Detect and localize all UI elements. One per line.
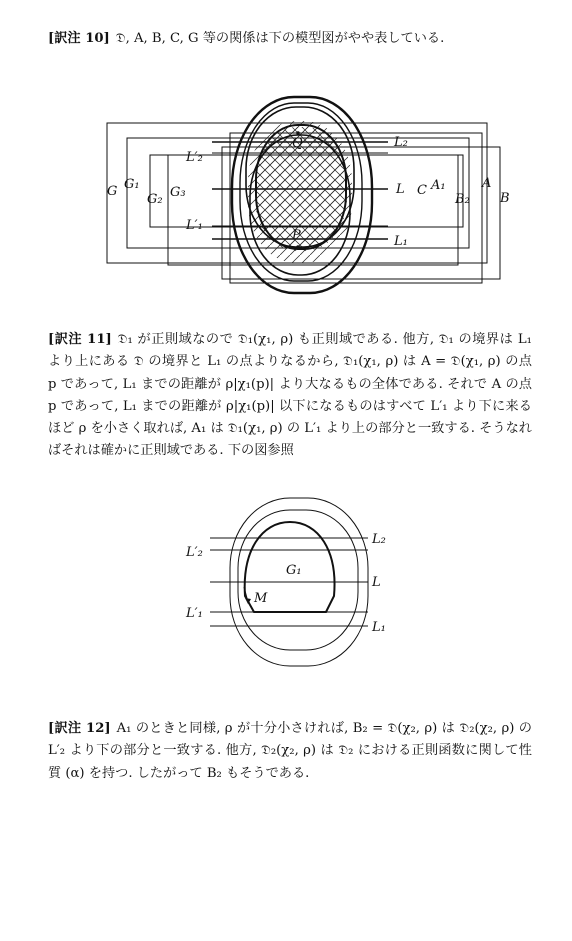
translator-note-10 (48, 28, 532, 50)
point-Q (296, 131, 300, 135)
label-L: L (396, 182, 405, 197)
label-A1: A₁ (431, 178, 446, 193)
label-G2: G₂ (147, 192, 163, 207)
label-L2p: L′₂ (186, 150, 203, 165)
note-text: 𝔇₁ が正則域なので 𝔇₁(χ₁, ρ) も正則域である. 他方, 𝔇₁ の境界は L₁ より上にある 𝔇 の境界と L₁ の点よりなるから, 𝔇₁(χ₁, ρ) は A = 𝔇(χ₁, ρ) の点 p であって, L₁ までの距離が ρ|χ₁(p)| より大なるもの全体である. それで A の点 p であって, L₁ までの距離が ρ|χ₁(p)| 以下になるものはすべて L′₁ より下に来るほど ρ を小さく取れば, A₁ は 𝔇₁(χ₁, ρ) の L′₁ より上の部分と一致する. そうなればそれは確かに正則域である. 下の図参照 (48, 332, 532, 459)
label-B: B (500, 191, 510, 206)
label-L1: L₁ (372, 620, 386, 635)
label-C: C (417, 183, 427, 198)
label-L1: L₁ (394, 234, 408, 249)
figure-region-G1 (0, 490, 572, 690)
note-heading: [訳注 11] (48, 332, 112, 347)
label-L1p: L′₁ (186, 218, 203, 233)
label-Q: Q (292, 136, 303, 151)
label-G1: G₁ (286, 563, 302, 578)
label-A: A (482, 176, 492, 191)
point-P (296, 245, 300, 249)
label-L2: L₂ (372, 532, 386, 547)
label-G: G (107, 184, 118, 199)
schematic-figure-domains (0, 95, 572, 345)
label-G3: G₃ (170, 185, 186, 200)
label-G1: G₁ (124, 177, 140, 192)
label-L2: L₂ (394, 135, 408, 150)
note-text: 𝔇, A, B, C, G 等の関係は下の模型図がやや表している. (115, 31, 445, 46)
oval-inner-thin (238, 510, 358, 650)
note-text: A₁ のときと同様, ρ が十分小さければ, B₂ = 𝔇(χ₂, ρ) は 𝔇₂(χ₂, ρ) の L′₂ より下の部分と一致する. 他方, 𝔇₂(χ₂, ρ) は 𝔇₂ における正則函数に関して性質 (α) を持つ. したがって B₂ もそうである. (48, 721, 532, 781)
label-L1p: L′₁ (186, 606, 203, 621)
label-P: P (292, 228, 301, 243)
translator-note-12 (48, 718, 532, 785)
label-M: M (254, 591, 268, 606)
note-heading: [訳注 12] (48, 721, 111, 736)
label-L: L (372, 575, 381, 590)
label-L2p: L′₂ (186, 545, 203, 560)
note-heading: [訳注 10] (48, 31, 110, 46)
label-B2: B₂ (455, 192, 470, 207)
translator-note-11 (48, 329, 532, 463)
